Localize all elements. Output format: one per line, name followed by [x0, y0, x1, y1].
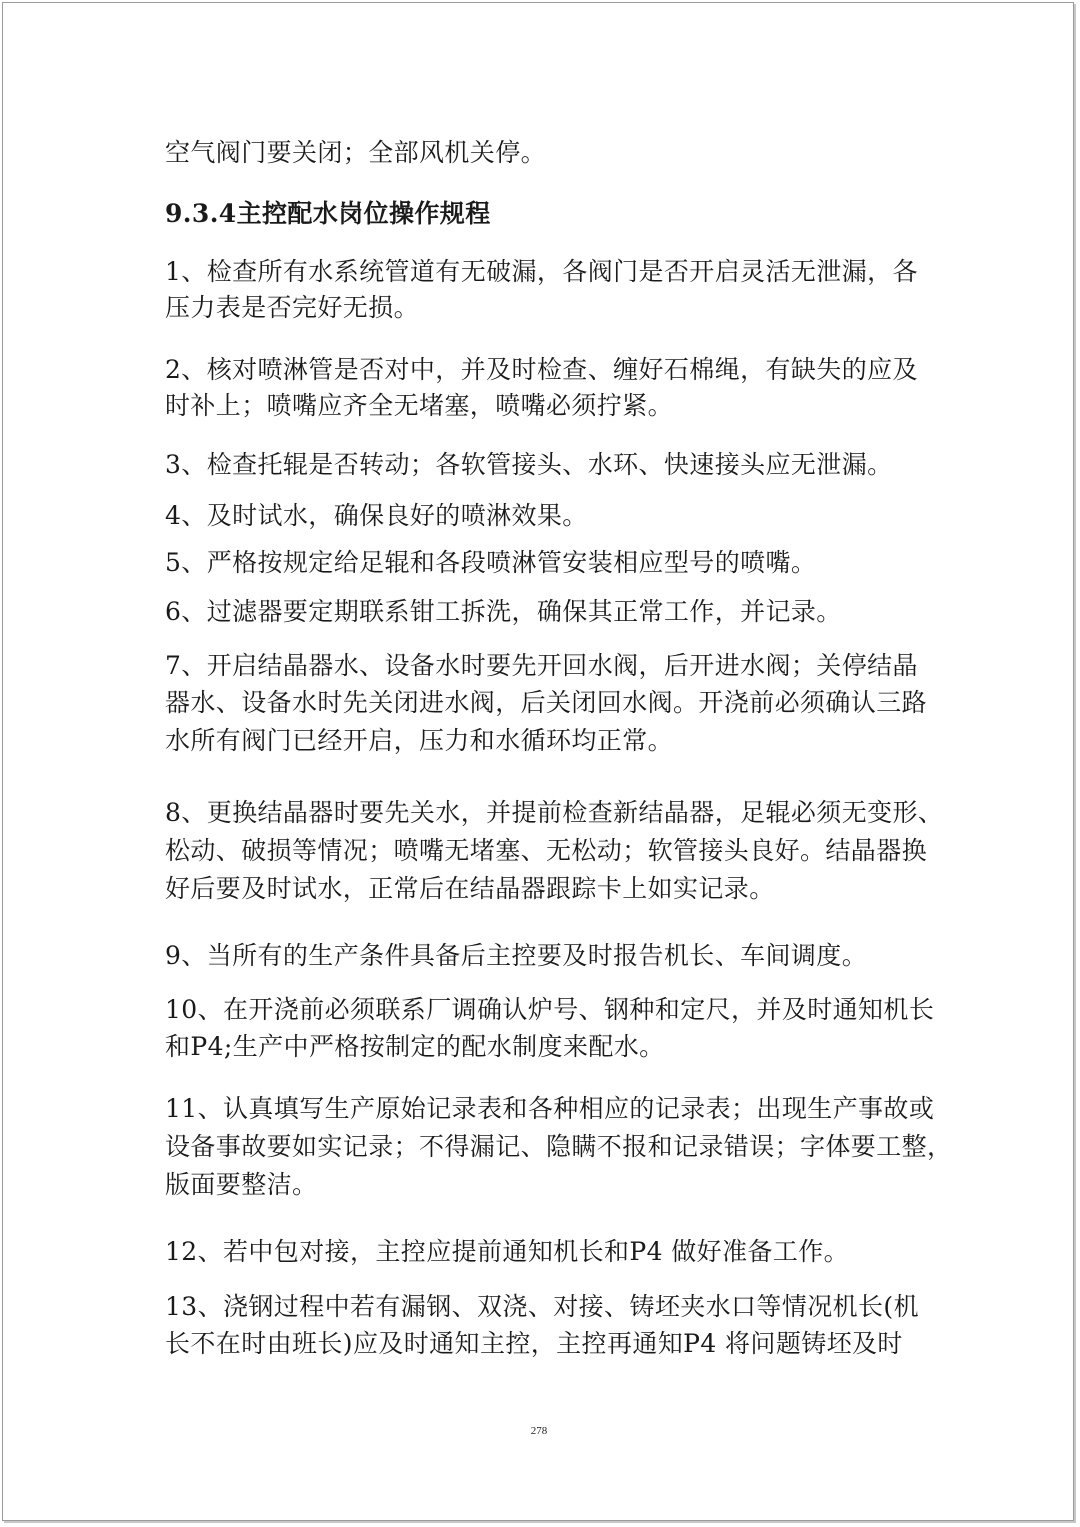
continuation-text: 空气阀门要关闭；全部风机关停。: [165, 138, 547, 167]
page-number: 278: [530, 1425, 548, 1437]
text-line: 13、浇钢过程中若有漏钢、双浇、对接、铸坯夹水口等情况机长(机: [165, 1292, 919, 1321]
text-line: 4、及时试水，确保良好的喷淋效果。: [165, 501, 588, 530]
text-line: 松动、破损等情况；喷嘴无堵塞、无松动；软管接头良好。结晶器换: [165, 836, 928, 865]
section-heading: 9.3.4主控配水岗位操作规程: [165, 199, 491, 228]
text-line: 3、检查托辊是否转动；各软管接头、水环、快速接头应无泄漏。: [165, 450, 893, 479]
text-line: 8、更换结晶器时要先关水，并提前检查新结晶器，足辊必须无变形、: [165, 798, 944, 827]
text-line: 和P4;生产中严格按制定的配水制度来配水。: [165, 1032, 665, 1061]
text-line: 7、开启结晶器水、设备水时要先开回水阀，后开进水阀；关停结晶: [165, 651, 918, 680]
text-line: 2、核对喷淋管是否对中，并及时检查、缠好石棉绳，有缺失的应及: [165, 355, 918, 384]
text-line: 压力表是否完好无损。: [165, 293, 420, 322]
text-line: 6、过滤器要定期联系钳工拆洗，确保其正常工作，并记录。: [165, 597, 842, 626]
text-line: 1、检查所有水系统管道有无破漏，各阀门是否开启灵活无泄漏，各: [165, 257, 918, 286]
text-line: 9、当所有的生产条件具备后主控要及时报告机长、车间调度。: [165, 941, 868, 970]
text-line: 12、若中包对接，主控应提前通知机长和P4 做好准备工作。: [165, 1237, 850, 1266]
text-line: 水所有阀门已经开启，压力和水循环均正常。: [165, 726, 674, 755]
text-line: 长不在时由班长)应及时通知主控，主控再通知P4 将问题铸坯及时: [165, 1329, 903, 1358]
text-line: 好后要及时试水，正常后在结晶器跟踪卡上如实记录。: [165, 874, 775, 903]
text-line: 5、严格按规定给足辊和各段喷淋管安装相应型号的喷嘴。: [165, 548, 817, 577]
text-line: 11、认真填写生产原始记录表和各种相应的记录表；出现生产事故或: [165, 1094, 935, 1123]
document-page: [2, 2, 1074, 1521]
text-line: 设备事故要如实记录；不得漏记、隐瞒不报和记录错误；字体要工整，: [165, 1132, 953, 1161]
text-line: 时补上；喷嘴应齐全无堵塞，喷嘴必须拧紧。: [165, 391, 674, 420]
text-line: 版面要整洁。: [165, 1170, 318, 1199]
text-line: 10、在开浇前必须联系厂调确认炉号、钢种和定尺，并及时通知机长: [165, 995, 935, 1024]
text-line: 器水、设备水时先关闭进水阀，后关闭回水阀。开浇前必须确认三路: [165, 688, 928, 717]
